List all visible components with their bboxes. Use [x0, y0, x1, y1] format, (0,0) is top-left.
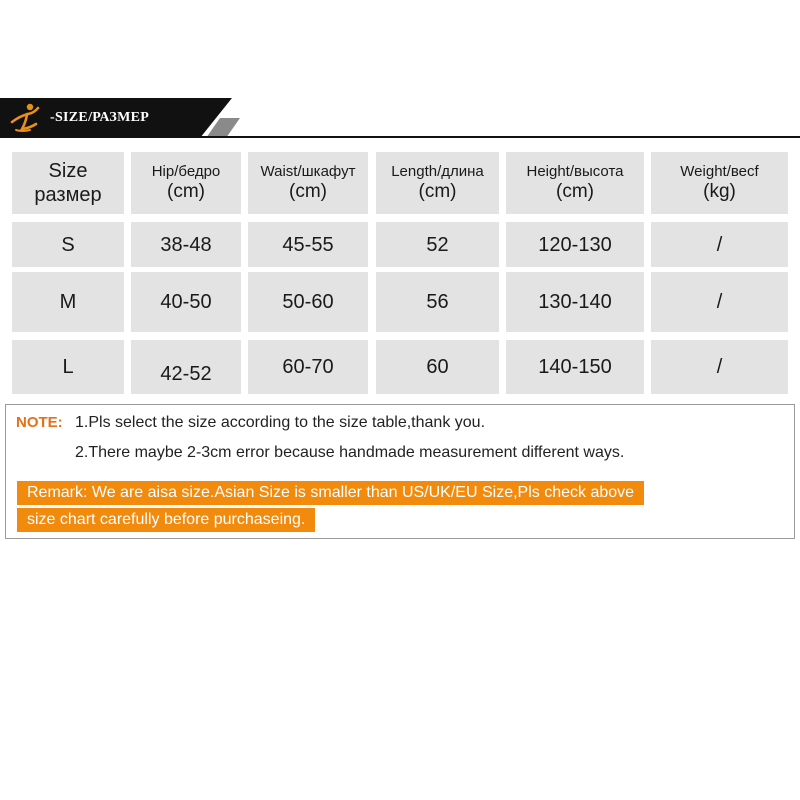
column-header-length — [376, 152, 499, 214]
column-header-waist — [248, 152, 368, 214]
table-cell-height: 130-140 — [506, 272, 644, 332]
header-rule — [200, 136, 800, 138]
section-header — [0, 98, 800, 140]
column-header-unit: (kg) — [703, 180, 736, 202]
column-header-label: Size — [48, 160, 88, 182]
column-header-label: Hip/бедро — [151, 162, 221, 180]
remark-line-2: size chart carefully before purchaseing. — [17, 508, 315, 532]
table-cell-size: L — [12, 340, 124, 394]
table-cell-weight: / — [651, 272, 788, 332]
table-cell-size: S — [12, 222, 124, 267]
table-cell-hip: 38-48 — [131, 222, 241, 267]
column-header-height — [506, 152, 644, 214]
column-header-unit: (cm) — [418, 180, 457, 202]
table-cell-waist: 50-60 — [248, 272, 368, 332]
section-title: -SIZE/РАЗМЕР — [50, 110, 150, 125]
table-cell-hip: 40-50 — [131, 272, 241, 332]
table-cell-length: 56 — [376, 272, 499, 332]
table-cell-hip: 42-52 — [131, 340, 241, 394]
column-header-label: Height/высота — [526, 162, 624, 180]
table-cell-waist: 60-70 — [248, 340, 368, 394]
column-header-label: Weight/весf — [680, 162, 759, 180]
note-line-2: 2.There maybe 2-3cm error because handmade measurement different ways. — [75, 444, 625, 461]
note-box — [5, 404, 795, 539]
column-header-unit: (cm) — [289, 180, 327, 202]
note-label: NOTE: — [16, 414, 63, 431]
column-header-unit: размер — [34, 184, 102, 206]
column-header-weight — [651, 152, 788, 214]
table-cell-weight: / — [651, 222, 788, 267]
table-cell-height: 120-130 — [506, 222, 644, 267]
column-header-unit: (cm) — [167, 180, 205, 202]
column-header-size — [12, 152, 124, 214]
table-cell-height: 140-150 — [506, 340, 644, 394]
table-cell-waist: 45-55 — [248, 222, 368, 267]
dancer-logo-icon — [8, 102, 44, 134]
table-cell-length: 52 — [376, 222, 499, 267]
column-header-unit: (cm) — [556, 180, 594, 202]
table-cell-size: M — [12, 272, 124, 332]
column-header-label: Length/длина — [391, 162, 484, 180]
column-header-label: Waist/шкафут — [260, 162, 356, 180]
table-cell-weight: / — [651, 340, 788, 394]
table-cell-length: 60 — [376, 340, 499, 394]
remark-line-1: Remark: We are aisa size.Asian Size is smaller than US/UK/EU Size,Pls check above — [17, 481, 644, 505]
column-header-hip — [131, 152, 241, 214]
note-line-1: 1.Pls select the size according to the size table,thank you. — [75, 414, 486, 431]
